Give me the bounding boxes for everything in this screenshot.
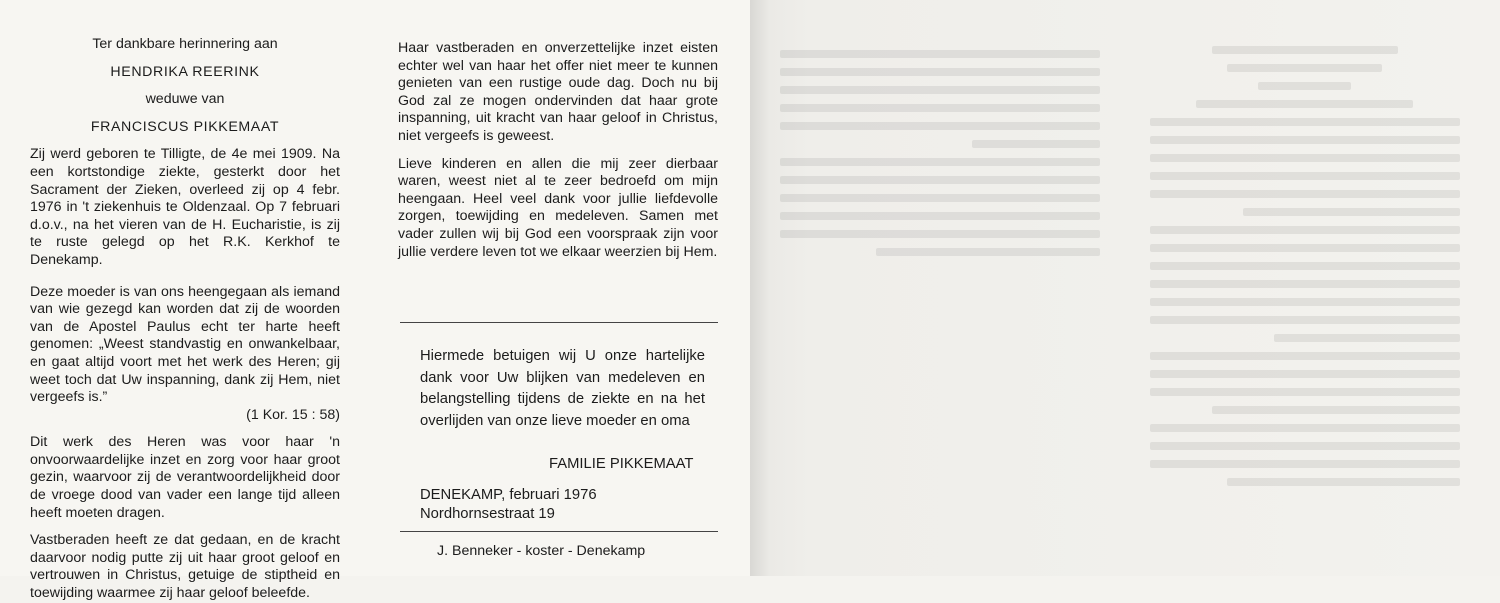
apostle-quote-paragraph: Deze moeder is van ons heengegaan als iemand van wie gezegd kan worden dat zij de woorden van de Apostel Paulus echt ter harte heeft genomen: „Weest standvastig en onwankelbaar, en gaat altijd voort met het werk des Heren; gij weet toch dat Uw inspanning, dank zij Hem, niet vergeefs is.” (30, 283, 340, 406)
printer-credit: J. Benneker - koster - Denekamp (437, 543, 646, 559)
faith-paragraph: Vastberaden heeft ze dat gedaan, en de kracht daarvoor nodig putte zij uit haar groot geloof en vertrouwen in Christus, getuige de stiptheid en toewijding waarmee zij haar geloof beleefde. (30, 532, 340, 602)
back-page (750, 0, 1500, 576)
address: Nordhornsestraat 19 (420, 506, 555, 522)
biography-paragraph: Zij werd geboren te Tilligte, de 4e mei 1909. Na een kortstondige ziekte, gesterkt door het Sacrament der Zieken, overleed zij op 4 febr. 1976 in 't ziekenhuis te Oldenzaal. Op 7 februari d.o.v., na het vieren van de H. Eucharistie, is zij te ruste gelegd op het R.K. Kerkhof te Denekamp. (30, 146, 340, 268)
front-page (0, 0, 750, 602)
dedication-line: Ter dankbare herinnering aan (92, 36, 278, 52)
farewell-paragraph: Lieve kinderen en allen die mij zeer dierbaar waren, weest niet al te zeer bedroefd om mijn heengaan. Heel veel dank voor jullie liefdevolle zorgen, toewijding en medeleven. Samen met vader zullen wij bij God een voorspraak zijn voor jullie verdere leven tot we elkaar weerzien bij Hem. (398, 155, 718, 260)
fold-shadow (750, 0, 770, 576)
divider-top (400, 322, 718, 323)
bleed-through-right (780, 40, 1100, 266)
family-care-paragraph: Dit werk des Heren was voor haar 'n onvoorwaardelijke inzet en zorg voor haar groot gezin, waarvoor zij de verantwoordelijkheid door de vroege dood van vader een lange tijd alleen heeft moeten dragen. (30, 434, 340, 521)
bible-reference: (1 Kor. 15 : 58) (246, 406, 340, 423)
right-column (398, 40, 718, 261)
family-signature: FAMILIE PIKKEMAAT (549, 456, 694, 472)
divider-bottom (400, 531, 718, 532)
spouse-name: FRANCISCUS PIKKEMAAT (90, 118, 280, 135)
thank-you-text: Hiermede betuigen wij U onze hartelijke dank voor Uw blijken van medeleven en belangstelling tijdens de ziekte en na het overlijden van onze lieve moeder en oma (420, 348, 705, 429)
left-column (30, 36, 340, 603)
deceased-name: HENDRIKA REERINK (110, 63, 260, 80)
dedication-paragraph: Haar vastberaden en onverzettelijke inzet eisten echter wel van haar het offer niet meer te kunnen genieten van een rustige oude dag. Doch nu bij God zal ze mogen ondervinden dat haar grote inspanning, uit kracht van haar geloof in Christus, niet vergeefs is geweest. (398, 40, 718, 144)
widow-of-line: weduwe van (145, 91, 225, 108)
place-date: DENEKAMP, februari 1976 (420, 487, 597, 503)
bleed-through-left (1150, 36, 1460, 496)
